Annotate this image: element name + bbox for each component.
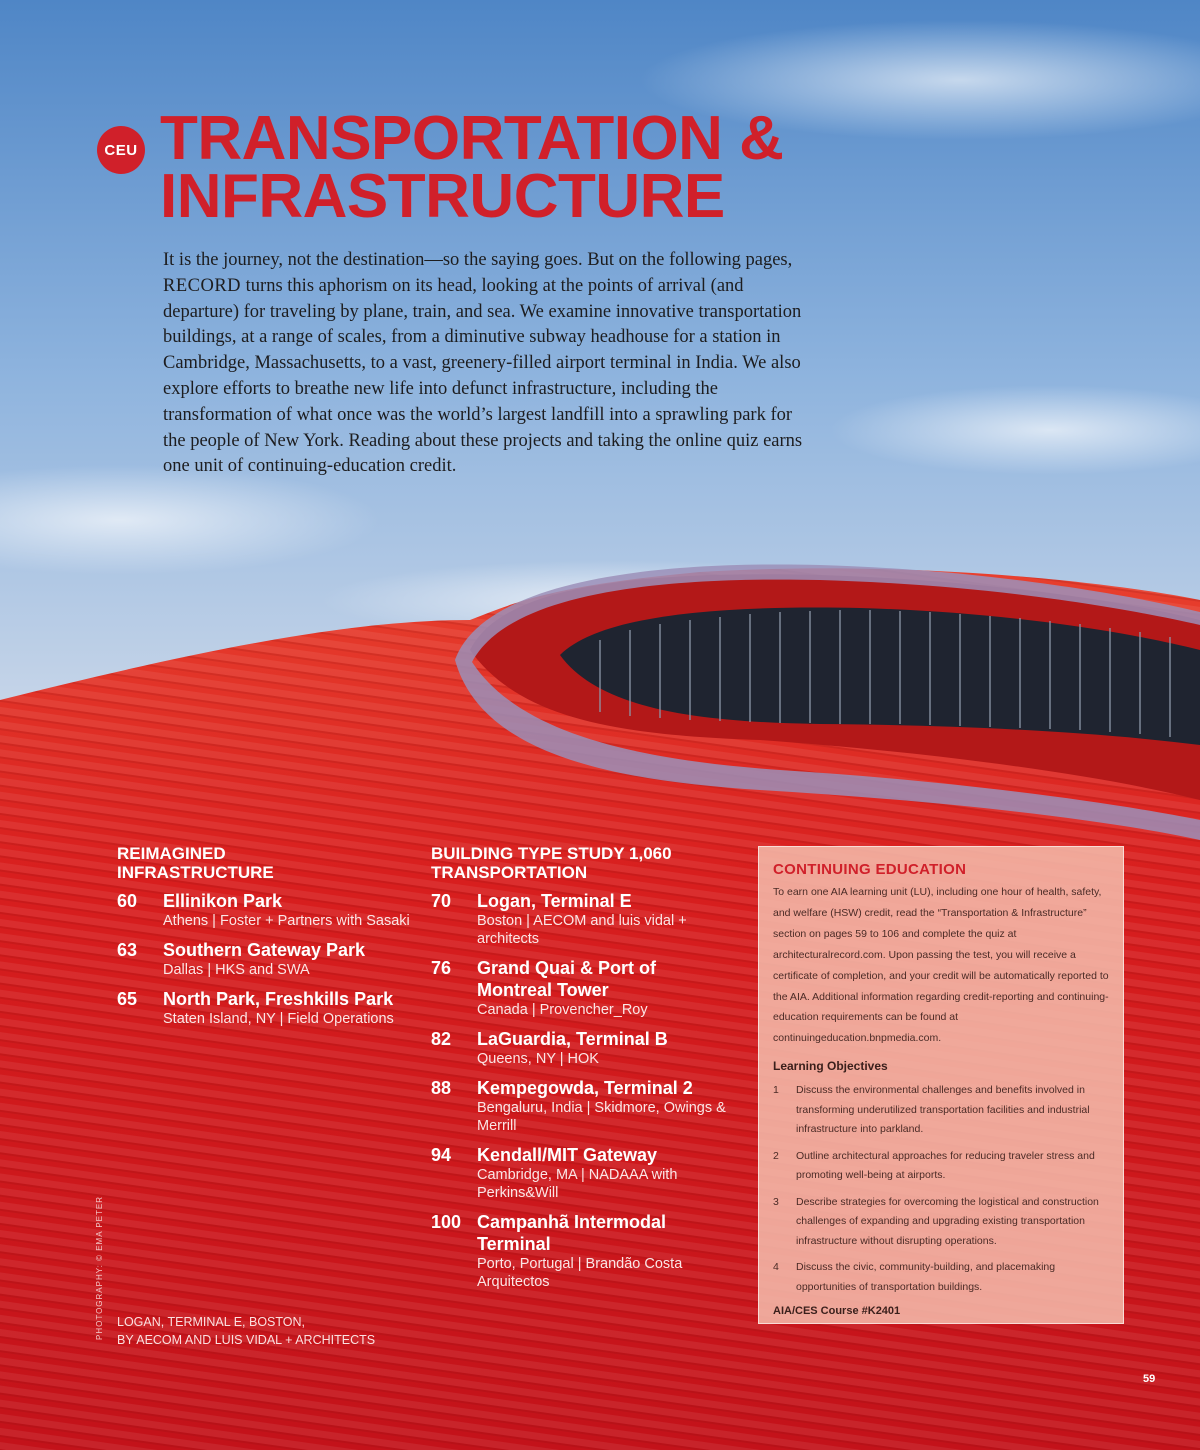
ce-title: CONTINUING EDUCATION (773, 861, 967, 878)
learning-objectives-list (773, 1081, 1109, 1297)
toc-entry[interactable] (431, 890, 731, 948)
title-line-2: INFRASTRUCTURE (160, 162, 725, 231)
list-item (773, 1258, 1109, 1297)
page-number: 82 (431, 1029, 452, 1049)
heading-line-2: INFRASTRUCTURE (117, 863, 274, 882)
page-number: 65 (117, 989, 138, 1009)
course-number: AIA/CES Course #K2401 (773, 1305, 901, 1318)
project-name: Kendall/MIT Gateway (477, 1145, 658, 1165)
project-name: Campanhã Intermodal Terminal (477, 1212, 667, 1254)
objective-number: 3 (773, 1195, 779, 1208)
list-item (773, 1081, 1109, 1140)
project-location: Bengaluru, India | Skidmore, Owings & Merrill (477, 1100, 726, 1134)
page-number: 88 (431, 1078, 452, 1098)
project-location: Queens, NY | HOK (477, 1051, 599, 1067)
project-name: Southern Gateway Park (163, 940, 366, 960)
project-name: Logan, Terminal E (477, 891, 632, 911)
intro-paragraph (163, 248, 803, 480)
continuing-education-box (758, 846, 1124, 1324)
intro-record: RECORD (163, 275, 242, 296)
title-line-1: TRANSPORTATION & (160, 104, 784, 173)
objective-text: Outline architectural approaches for reducing traveler stress and promoting well-being at airports. (796, 1149, 1095, 1182)
toc-entry[interactable] (117, 988, 417, 1028)
objective-number: 1 (773, 1084, 779, 1097)
page-title (160, 104, 784, 231)
page-number: 76 (431, 958, 452, 978)
project-location: Boston | AECOM and luis vidal + architects (477, 913, 687, 947)
objective-text: Discuss the environmental challenges and benefits involved in transforming underutilized transportation facilities and industrial infrastructure into parkland. (796, 1084, 1090, 1136)
project-name: Grand Quai & Port of Montreal Tower (477, 958, 657, 1000)
toc-entry[interactable] (117, 939, 417, 979)
project-name: Ellinikon Park (163, 891, 283, 911)
photo-caption (117, 1313, 375, 1349)
toc-entry[interactable] (431, 1028, 731, 1068)
page-number: 100 (431, 1212, 462, 1232)
page-number: 94 (431, 1145, 452, 1165)
intro-text-2: turns this aphorism on its head, looking at the points of arrival (and departure) for traveling by plane, train, and sea. We examine innovative transportation buildings, at a range of scales, from a diminutive subway headhouse for a station in Cambridge, Massachusetts, to a vast, greenery-filled airport terminal in India. We also explore efforts to breathe new life into defunct infrastructure, including the transformation of what once was the world’s largest landfill into a sprawling park for the people of New York. Reading about these projects and taking the online quiz earns one unit of continuing-education credit. (163, 275, 803, 477)
project-location: Staten Island, NY | Field Operations (163, 1011, 394, 1027)
project-name: LaGuardia, Terminal B (477, 1029, 668, 1049)
heading-line-1: REIMAGINED (117, 844, 226, 863)
building-type-study-section (431, 844, 731, 1300)
list-item (773, 1147, 1109, 1186)
project-location: Dallas | HKS and SWA (163, 962, 310, 978)
page-number: 60 (117, 891, 138, 911)
project-name: North Park, Freshkills Park (163, 989, 394, 1009)
page-number: 70 (431, 891, 452, 911)
project-location: Porto, Portugal | Brandão Costa Arquitectos (477, 1256, 683, 1290)
objective-text: Describe strategies for overcoming the logistical and construction challenges of expanding and upgrading existing transportation infrastructure without disrupting operations. (796, 1195, 1099, 1247)
toc-entry[interactable] (431, 1144, 731, 1202)
heading-line-1: BUILDING TYPE STUDY 1,060 (431, 844, 672, 863)
caption-line-2: BY AECOM AND LUIS VIDAL + ARCHITECTS (117, 1333, 376, 1347)
toc-entry[interactable] (431, 1077, 731, 1135)
reimagined-infrastructure-section (117, 844, 417, 1037)
ceu-badge: CEU (97, 126, 145, 174)
page-number: 63 (117, 940, 138, 960)
folio-page-number: 59 (1143, 1373, 1156, 1385)
objective-number: 4 (773, 1261, 779, 1274)
photo-credit: PHOTOGRAPHY: © EMA PETER (95, 1196, 104, 1340)
heading-line-2: TRANSPORTATION (431, 863, 588, 882)
section-heading (117, 844, 417, 882)
learning-objectives-heading: Learning Objectives (773, 1059, 888, 1074)
ce-description: To earn one AIA learning unit (LU), including one hour of health, safety, and welfare (HSW) credit, read the “Transportation & Infrastructure” section on pages 59 to 106 and complete the quiz at architecturalrecord.com. Upon passing the test, you will receive a certificate of completion, and your credit will be automatically reported to the AIA. Additional information regarding credit-reporting and continuing-education requirements can be found at continuingeducation.bnpmedia.com. (773, 886, 1109, 1045)
project-name: Kempegowda, Terminal 2 (477, 1078, 693, 1098)
toc-entry[interactable] (431, 957, 731, 1019)
section-heading (431, 844, 731, 882)
objective-text: Discuss the civic, community-building, and placemaking opportunities of transportation buildings. (796, 1261, 1056, 1293)
project-location: Canada | Provencher_Roy (477, 1002, 648, 1018)
intro-text-1: It is the journey, not the destination—so the saying goes. But on the following pages, (163, 250, 793, 270)
list-item (773, 1193, 1109, 1252)
caption-line-1: LOGAN, TERMINAL E, BOSTON, (117, 1315, 306, 1329)
project-location: Athens | Foster + Partners with Sasaki (163, 913, 410, 929)
project-location: Cambridge, MA | NADAAA with Perkins&Will (477, 1167, 678, 1201)
toc-entry[interactable] (431, 1211, 731, 1291)
toc-entry[interactable] (117, 890, 417, 930)
objective-number: 2 (773, 1149, 779, 1162)
